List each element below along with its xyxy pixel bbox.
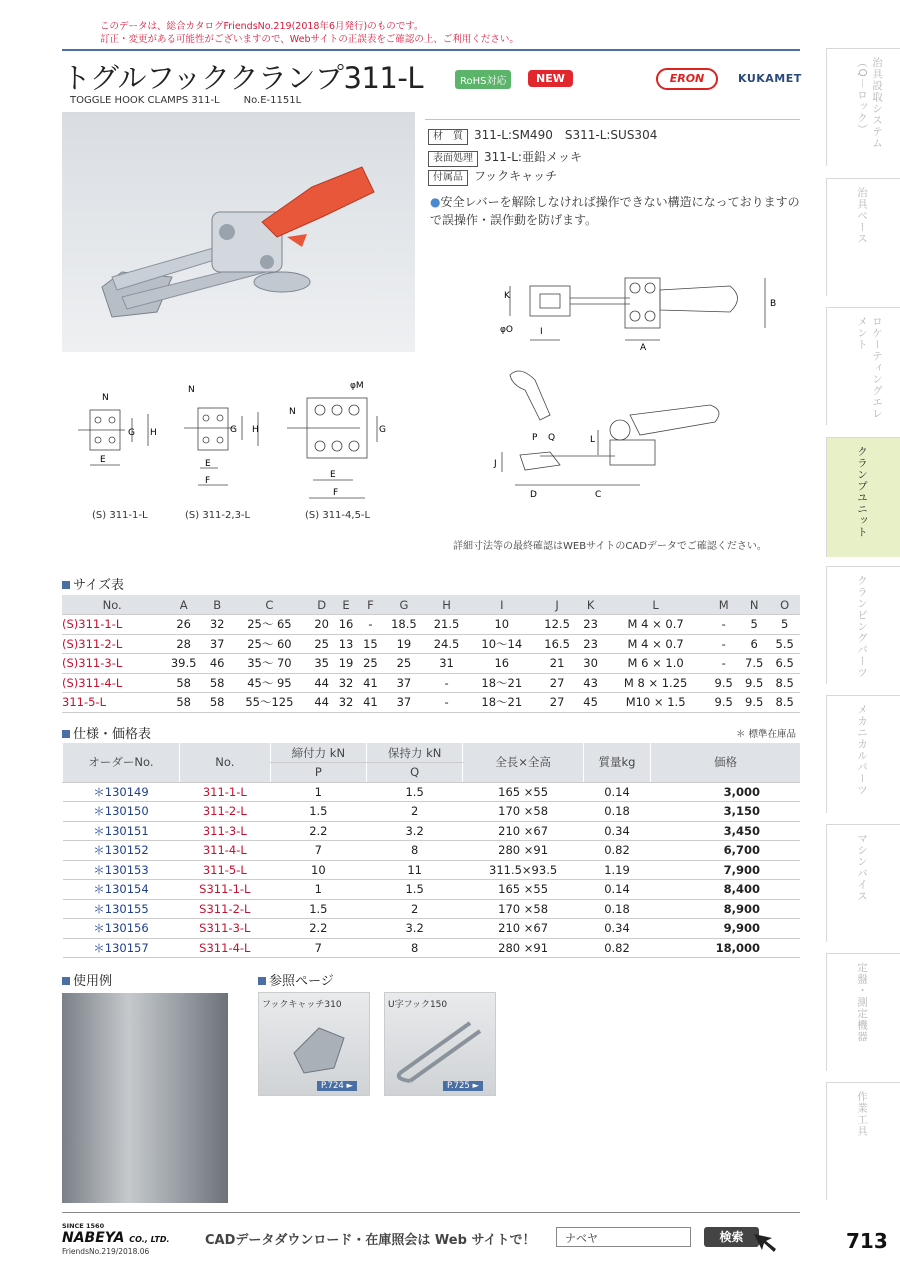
model-no: (S)311-1-L: [62, 615, 162, 635]
holding-force: 8: [366, 938, 462, 958]
section-label: サイズ表: [73, 578, 124, 593]
table-cell: M 4 × 0.7: [603, 634, 709, 654]
sidebar-tab-jig-base[interactable]: [826, 178, 900, 296]
diagram-label: (S) 311-4,5-L: [305, 510, 371, 521]
model-no[interactable]: 311-4-L: [179, 841, 270, 861]
dim-letter: G: [128, 428, 135, 438]
table-cell: 32: [334, 673, 358, 693]
dim-letter: J: [494, 459, 497, 469]
size-col-header: No.: [62, 595, 162, 615]
page-number: 713: [846, 1229, 888, 1253]
table-cell: 44: [309, 673, 333, 693]
table-cell: 7.5: [739, 654, 769, 674]
table-cell: 19: [383, 634, 426, 654]
usage-photo: [62, 993, 228, 1203]
model-no[interactable]: S311-4-L: [179, 938, 270, 958]
mass: 0.14: [583, 880, 650, 900]
dim-letter: G: [379, 425, 386, 435]
table-cell: 30: [578, 654, 602, 674]
company-suffix: CO., LTD.: [129, 1235, 170, 1244]
feature-body: 安全レバーを解除しなければ操作できない構造になっておりますので誤操作・誤作動を防げます。: [430, 195, 800, 227]
size-col-header: N: [739, 595, 769, 615]
clamp-illustration: [62, 112, 415, 352]
price: 8,400: [651, 880, 800, 900]
table-cell: -: [425, 673, 468, 693]
col-hold: 保持力 kN: [366, 743, 462, 763]
spec-rule: [425, 119, 800, 120]
notice-line: 訂正・変更がある可能性がございますので、Webサイトの正誤表をご確認の上、ご利用ください。: [100, 34, 519, 45]
sidebar-tab-measuring[interactable]: [826, 953, 900, 1071]
model-no[interactable]: 311-5-L: [179, 860, 270, 880]
table-cell: 26: [162, 615, 205, 635]
table-cell: 28: [162, 634, 205, 654]
ref-label: フックキャッチ310: [262, 1000, 342, 1010]
dim-letter: F: [205, 476, 211, 486]
ref-card-hook-catch[interactable]: [258, 992, 370, 1096]
price: 18,000: [651, 938, 800, 958]
table-row: [63, 782, 801, 802]
col-no: No.: [179, 743, 270, 782]
table-cell: 9.5: [708, 693, 738, 713]
table-cell: 19: [334, 654, 358, 674]
order-no[interactable]: ＊130149: [63, 782, 180, 802]
company-name: NABEYA: [62, 1230, 125, 1246]
dim-letter: C: [595, 490, 602, 500]
order-no[interactable]: ＊130157: [63, 938, 180, 958]
section-label: 使用例: [73, 974, 113, 989]
sidebar-tab-qlock[interactable]: [826, 48, 900, 166]
dim-letter: N: [188, 385, 195, 395]
price: 3,150: [651, 802, 800, 822]
spec-label: 付属品: [428, 170, 468, 186]
size-col-header: D: [309, 595, 333, 615]
since-text: SINCE 1560: [62, 1222, 105, 1230]
ref-card-u-hook[interactable]: [384, 992, 496, 1096]
table-cell: 35: [309, 654, 333, 674]
sidebar-tab-label: クランプユニット: [856, 446, 868, 538]
dim-letter: D: [530, 490, 537, 500]
overall-size: 165 ×55: [463, 880, 584, 900]
subtitle: [70, 95, 301, 106]
sidebar-tab-clamping-parts[interactable]: [826, 566, 900, 684]
table-row: [63, 880, 801, 900]
size-col-header: C: [229, 595, 309, 615]
sidebar-tab-label: マシンバイス: [856, 833, 868, 902]
table-cell: 23: [578, 634, 602, 654]
size-col-header: K: [578, 595, 602, 615]
table-cell: 9.5: [739, 673, 769, 693]
model-no: (S)311-2-L: [62, 634, 162, 654]
mass: 0.18: [583, 802, 650, 822]
table-row: [62, 615, 800, 635]
price: 3,450: [651, 821, 800, 841]
table-cell: 58: [162, 673, 205, 693]
dim-letter: N: [102, 393, 109, 403]
spec-value: 311-L:亜鉛メッキ: [484, 150, 582, 164]
table-cell: 46: [205, 654, 229, 674]
table-cell: 13: [334, 634, 358, 654]
table-cell: 23: [578, 615, 602, 635]
size-col-header: B: [205, 595, 229, 615]
sidebar-tab-clamp-unit[interactable]: [826, 437, 900, 557]
table-row: [63, 938, 801, 958]
table-cell: 9.5: [739, 693, 769, 713]
order-no[interactable]: ＊130155: [63, 899, 180, 919]
order-no[interactable]: ＊130153: [63, 860, 180, 880]
table-cell: 25～ 60: [229, 634, 309, 654]
table-cell: 45: [578, 693, 602, 713]
col-order: オーダーNo.: [63, 743, 180, 782]
spec-accessory: [428, 167, 557, 186]
notice-line: このデータは、総合カタログFriendsNo.219(2018年6月発行)のものです。: [100, 21, 424, 32]
mass: 0.34: [583, 821, 650, 841]
table-cell: 16: [468, 654, 536, 674]
table-cell: 21.5: [425, 615, 468, 635]
company-logo: [62, 1230, 170, 1246]
overall-size: 170 ×58: [463, 899, 584, 919]
table-cell: 58: [205, 673, 229, 693]
spec-material: [428, 126, 657, 145]
table-cell: 32: [205, 615, 229, 635]
diagram-label: (S) 311-2,3-L: [185, 510, 251, 521]
table-cell: 10～14: [468, 634, 536, 654]
holding-force: 1.5: [366, 880, 462, 900]
table-cell: 24.5: [425, 634, 468, 654]
table-cell: 55～125: [229, 693, 309, 713]
overall-size: 210 ×67: [463, 821, 584, 841]
model-no[interactable]: S311-1-L: [179, 880, 270, 900]
dim-letter: Q: [548, 433, 556, 443]
holding-force: 3.2: [366, 821, 462, 841]
sidebar-tab-label: 作業工具: [856, 1091, 868, 1137]
section-label: 仕様・価格表: [73, 727, 152, 742]
table-cell: 31: [425, 654, 468, 674]
table-cell: 5: [769, 615, 800, 635]
order-no[interactable]: ＊130156: [63, 919, 180, 939]
table-cell: 39.5: [162, 654, 205, 674]
dim-letter: F: [333, 488, 339, 498]
sidebar-tab-label: クランピングパーツ: [856, 575, 868, 679]
table-cell: 45～ 95: [229, 673, 309, 693]
table-row: [63, 802, 801, 822]
table-cell: -: [708, 634, 738, 654]
dim-letter: I: [540, 327, 543, 337]
table-cell: 6.5: [769, 654, 800, 674]
price: 6,700: [651, 841, 800, 861]
table-row: [62, 693, 800, 713]
eron-logo: ERON: [656, 68, 718, 90]
table-cell: -: [358, 615, 382, 635]
size-table: [62, 595, 800, 713]
col-price: 価格: [651, 743, 800, 782]
overall-size: 280 ×91: [463, 841, 584, 861]
dim-letter: B: [770, 299, 777, 309]
overall-size: 280 ×91: [463, 938, 584, 958]
stock-note: ＊ 標準在庫品: [736, 729, 797, 740]
table-row: [62, 654, 800, 674]
table-cell: M 6 × 1.0: [603, 654, 709, 674]
order-no[interactable]: ＊130152: [63, 841, 180, 861]
table-cell: 25～ 65: [229, 615, 309, 635]
order-no[interactable]: ＊130151: [63, 821, 180, 841]
notice: [100, 20, 519, 46]
table-cell: 58: [205, 693, 229, 713]
diagram-311-2-3: [180, 380, 280, 495]
dimension-diagram-side: [490, 360, 730, 510]
price: 8,900: [651, 899, 800, 919]
size-col-header: E: [334, 595, 358, 615]
table-cell: M 4 × 0.7: [603, 615, 709, 635]
size-col-header: I: [468, 595, 536, 615]
clamp-force: 2.2: [270, 919, 366, 939]
table-cell: 37: [383, 673, 426, 693]
dim-letter: A: [640, 343, 647, 353]
table-cell: 12.5: [536, 615, 579, 635]
table-cell: 8.5: [769, 673, 800, 693]
table-cell: 10: [468, 615, 536, 635]
page-title: トグルフッククランプ311-L: [62, 61, 423, 95]
sidebar-tab-label: 治具ベース: [856, 187, 868, 245]
spec-label: 表面処理: [428, 151, 478, 167]
table-cell: 41: [358, 693, 382, 713]
sidebar-tab-locating[interactable]: [826, 307, 900, 425]
model-no: (S)311-3-L: [62, 654, 162, 674]
section-label: 参照ページ: [269, 974, 334, 989]
table-cell: 25: [309, 634, 333, 654]
catalog-edition: FriendsNo.219/2018.06: [62, 1247, 150, 1256]
size-col-header: H: [425, 595, 468, 615]
table-cell: -: [708, 654, 738, 674]
search-button[interactable]: 検索: [704, 1227, 759, 1247]
table-row: [62, 673, 800, 693]
table-cell: 18～21: [468, 673, 536, 693]
cad-download-text: CADデータダウンロード・在庫照会は Web サイトで！: [205, 1233, 536, 1248]
dim-letter: N: [289, 407, 296, 417]
table-cell: 16.5: [536, 634, 579, 654]
col-q: Q: [366, 763, 462, 783]
clamp-force: 10: [270, 860, 366, 880]
clamp-force: 1: [270, 880, 366, 900]
model-no[interactable]: S311-2-L: [179, 899, 270, 919]
diagram-311-4-5: [285, 380, 395, 505]
overall-size: 311.5×93.5: [463, 860, 584, 880]
mass: 0.82: [583, 938, 650, 958]
price: 9,900: [651, 919, 800, 939]
mass: 0.14: [583, 782, 650, 802]
model-no[interactable]: 311-1-L: [179, 782, 270, 802]
subtitle-text: TOGGLE HOOK CLAMPS 311-L: [70, 95, 220, 106]
table-cell: 20: [309, 615, 333, 635]
spec-label: 材 質: [428, 129, 468, 145]
spec-value: フックキャッチ: [474, 169, 558, 183]
size-col-header: A: [162, 595, 205, 615]
table-cell: 5: [739, 615, 769, 635]
rohs-badge: RoHS対応: [455, 70, 511, 89]
table-cell: 41: [358, 673, 382, 693]
sidebar-tab-label: メカニカルパーツ: [856, 704, 868, 796]
table-row: [63, 899, 801, 919]
table-row: [62, 634, 800, 654]
size-section-title: [62, 574, 124, 593]
diagram-311-1: [70, 380, 170, 490]
model-no[interactable]: S311-3-L: [179, 919, 270, 939]
table-cell: 43: [578, 673, 602, 693]
price: 3,000: [651, 782, 800, 802]
spec-value: 311-L:SM490 S311-L:SUS304: [474, 128, 658, 142]
table-cell: 27: [536, 693, 579, 713]
order-no[interactable]: ＊130150: [63, 802, 180, 822]
new-badge: NEW: [528, 70, 573, 87]
table-cell: 16: [334, 615, 358, 635]
ref-page-link[interactable]: P.724 ►: [317, 1081, 357, 1091]
sidebar-tab-label: ロケーティングエレメント: [856, 316, 883, 420]
table-cell: 37: [383, 693, 426, 713]
overall-size: 170 ×58: [463, 802, 584, 822]
model-no: 311-5-L: [62, 693, 162, 713]
ref-section-title: [258, 970, 334, 989]
clamp-force: 7: [270, 841, 366, 861]
price: 7,900: [651, 860, 800, 880]
header-rule: [62, 49, 800, 51]
table-cell: 27: [536, 673, 579, 693]
diagram-label: (S) 311-1-L: [92, 510, 148, 521]
table-cell: -: [708, 615, 738, 635]
size-col-header: J: [536, 595, 579, 615]
sidebar-tab-machine-vise[interactable]: [826, 824, 900, 942]
dim-letter: H: [252, 425, 259, 435]
table-cell: 37: [205, 634, 229, 654]
dim-letter: φM: [350, 381, 364, 391]
table-cell: 5.5: [769, 634, 800, 654]
size-col-header: L: [603, 595, 709, 615]
table-cell: M 8 × 1.25: [603, 673, 709, 693]
holding-force: 2: [366, 802, 462, 822]
ref-label: U字フック150: [388, 1000, 448, 1010]
size-col-header: M: [708, 595, 738, 615]
table-cell: 8.5: [769, 693, 800, 713]
table-cell: 18～21: [468, 693, 536, 713]
mass: 0.18: [583, 899, 650, 919]
size-col-header: G: [383, 595, 426, 615]
usage-section-title: [62, 970, 112, 989]
table-cell: 25: [358, 654, 382, 674]
size-col-header: O: [769, 595, 800, 615]
table-cell: 32: [334, 693, 358, 713]
dim-letter: G: [230, 425, 237, 435]
kukamet-logo: KUKAMET: [738, 72, 802, 85]
dim-letter: φO: [500, 325, 514, 335]
dim-letter: E: [205, 459, 211, 469]
overall-size: 165 ×55: [463, 782, 584, 802]
dimension-diagram-top: [490, 268, 800, 356]
search-input[interactable]: ナベヤ: [556, 1227, 691, 1247]
table-cell: 6: [739, 634, 769, 654]
clamp-force: 1: [270, 782, 366, 802]
table-cell: -: [425, 693, 468, 713]
table-cell: 21: [536, 654, 579, 674]
clamp-force: 2.2: [270, 821, 366, 841]
holding-force: 2: [366, 899, 462, 919]
clamp-force: 7: [270, 938, 366, 958]
price-table: [62, 743, 800, 958]
size-col-header: F: [358, 595, 382, 615]
table-cell: 15: [358, 634, 382, 654]
product-photo: [62, 112, 415, 352]
col-mass: 質量kg: [583, 743, 650, 782]
table-cell: 44: [309, 693, 333, 713]
price-section-title: [62, 723, 151, 742]
dim-letter: P: [532, 433, 538, 443]
col-size: 全長×全高: [463, 743, 584, 782]
order-no[interactable]: ＊130154: [63, 880, 180, 900]
holding-force: 8: [366, 841, 462, 861]
table-cell: 9.5: [708, 673, 738, 693]
footer-rule: [62, 1212, 800, 1213]
dim-letter: E: [330, 470, 336, 480]
holding-force: 11: [366, 860, 462, 880]
mass: 0.34: [583, 919, 650, 939]
sidebar-tab-label: 治具設取システム（Q－ロック）: [856, 57, 883, 149]
clamp-force: 1.5: [270, 802, 366, 822]
sidebar-tab-tools[interactable]: [826, 1082, 900, 1200]
table-row: [63, 841, 801, 861]
table-row: [63, 919, 801, 939]
mass: 0.82: [583, 841, 650, 861]
dim-letter: K: [504, 291, 510, 301]
table-cell: 58: [162, 693, 205, 713]
table-cell: 18.5: [383, 615, 426, 635]
mass: 1.19: [583, 860, 650, 880]
holding-force: 1.5: [366, 782, 462, 802]
sidebar-tab-mechanical[interactable]: [826, 695, 900, 813]
catalog-no: No.E-1151L: [243, 95, 302, 106]
table-row: [63, 821, 801, 841]
clamp-force: 1.5: [270, 899, 366, 919]
table-cell: 25: [383, 654, 426, 674]
col-clamp: 締付力 kN: [270, 743, 366, 763]
cad-note: 詳細寸法等の最終確認はWEBサイトのCADデータでご確認ください。: [453, 541, 767, 552]
table-cell: M10 × 1.5: [603, 693, 709, 713]
col-p: P: [270, 763, 366, 783]
holding-force: 3.2: [366, 919, 462, 939]
model-no[interactable]: 311-3-L: [179, 821, 270, 841]
ref-page-link[interactable]: P.725 ►: [443, 1081, 483, 1091]
sidebar-tab-label: 定盤・測定機器: [856, 962, 868, 1043]
dim-letter: L: [590, 435, 596, 445]
feature-text: ●安全レバーを解除しなければ操作できない構造になっておりますので誤操作・誤作動を防げます。: [430, 195, 800, 227]
spec-surface: [428, 148, 582, 167]
model-no[interactable]: 311-2-L: [179, 802, 270, 822]
dim-letter: H: [150, 428, 157, 438]
model-no: (S)311-4-L: [62, 673, 162, 693]
table-cell: 35～ 70: [229, 654, 309, 674]
overall-size: 210 ×67: [463, 919, 584, 939]
table-row: [63, 860, 801, 880]
cursor-icon: [752, 1232, 782, 1254]
dim-letter: E: [100, 455, 106, 465]
